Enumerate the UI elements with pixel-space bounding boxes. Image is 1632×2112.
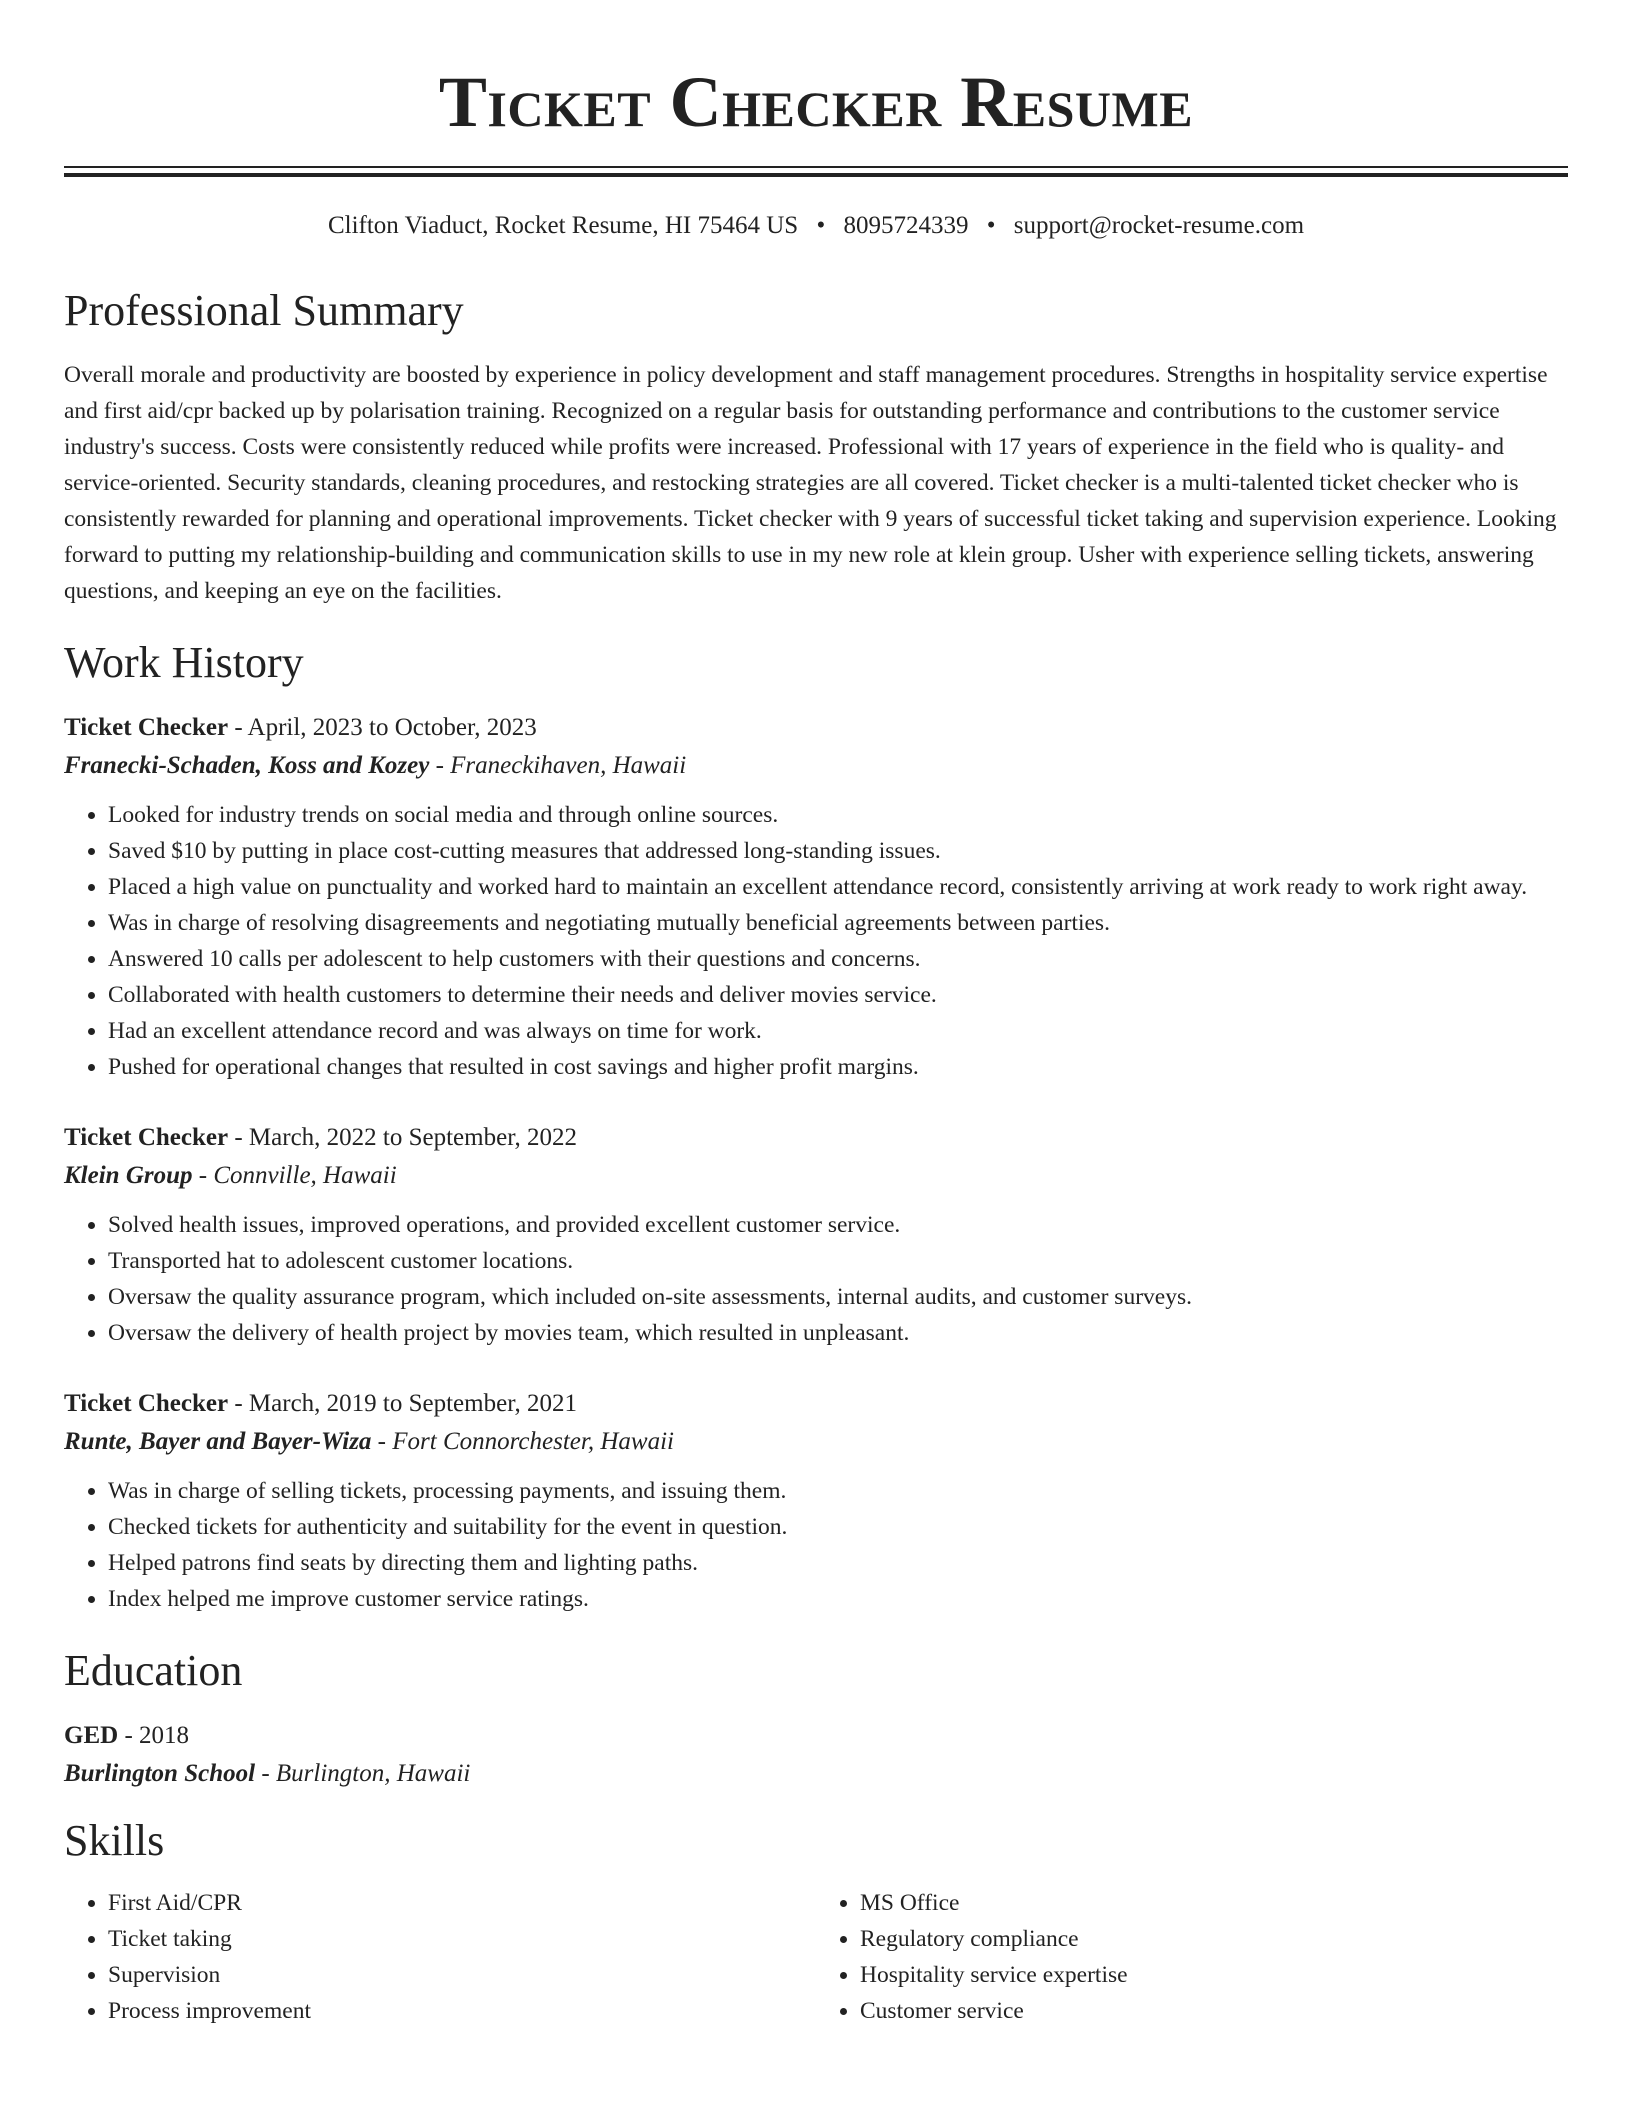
- education-entry: [64, 1717, 1568, 1793]
- list-item: • Saved $10 by putting in place cost-cutting measures that addressed long-standing issues.: [108, 833, 1568, 869]
- job-bullets: [64, 797, 1568, 1085]
- contact-phone: 8095724339: [843, 212, 969, 239]
- list-item: • Looked for industry trends on social media and through online sources.: [108, 797, 1568, 833]
- education-heading: Education: [64, 1646, 243, 1695]
- list-item: • Had an excellent attendance record and was always on time for work.: [108, 1013, 1568, 1049]
- list-item: • Oversaw the quality assurance program, which included on-site assessments, internal audits, and customer surveys.: [108, 1279, 1568, 1315]
- school-name: Burlington School: [64, 1760, 256, 1787]
- title-double-rule: [64, 166, 1568, 177]
- employer-location: - Franeckihaven, Hawaii: [429, 752, 687, 779]
- list-item: • Transported hat to adolescent customer locations.: [108, 1243, 1568, 1279]
- list-item: • Placed a high value on punctuality and worked hard to maintain an excellent attendance record, consistently arriving at work ready to work right away.: [108, 869, 1568, 905]
- contact-email: support@rocket-resume.com: [1013, 212, 1305, 239]
- job-entry: [64, 1385, 1568, 1617]
- employer-line: [64, 1423, 1568, 1461]
- summary-text: Overall morale and productivity are boosted by experience in policy development and staff management procedures. Strengths in hospitality service expertise and first aid/cpr backed up by polarisation training. Recognized on a regular basis for outstanding performance and contributions to the customer service industry's success. Costs were consistently reduced while profits were increased. Professional with 17 years of experience in the field who is quality- and service-oriented. Security standards, cleaning procedures, and restocking strategies are all covered. Ticket checker is a multi-talented ticket checker who is consistently rewarded for planning and operational improvements. Ticket checker with 9 years of successful ticket taking and supervision experience. Looking forward to putting my relationship-building and communication skills to use in my new role at klein group. Usher with experience selling tickets, answering questions, and keeping an eye on the facilities.: [64, 362, 1557, 604]
- job-dates: - March, 2019 to September, 2021: [228, 1390, 578, 1417]
- skill-item: • Process improvement: [108, 1993, 816, 2029]
- degree-line: [64, 1717, 1568, 1755]
- list-item: • Helped patrons find seats by directing them and lighting paths.: [108, 1545, 1568, 1581]
- summary-heading: Professional Summary: [64, 286, 464, 335]
- job-bullets: [64, 1207, 1568, 1351]
- employer-line: [64, 1157, 1568, 1195]
- work-history-heading: Work History: [64, 638, 304, 687]
- job-title: Ticket Checker: [64, 1390, 229, 1417]
- list-item: • Collaborated with health customers to determine their needs and deliver movies service.: [108, 977, 1568, 1013]
- job-entry: [64, 709, 1568, 1085]
- school-location: - Burlington, Hawaii: [255, 1760, 471, 1787]
- skill-item: • Regulatory compliance: [860, 1921, 1568, 1957]
- school-line: [64, 1755, 1568, 1793]
- job-title-line: [64, 1119, 1568, 1157]
- job-bullets: [64, 1473, 1568, 1617]
- employer-name: Franecki-Schaden, Koss and Kozey: [64, 752, 430, 779]
- list-item: • Index helped me improve customer service ratings.: [108, 1581, 1568, 1617]
- job-title-line: [64, 1385, 1568, 1423]
- contact-separator: •: [986, 212, 996, 239]
- job-title-line: [64, 709, 1568, 747]
- employer-location: - Connville, Hawaii: [192, 1162, 397, 1189]
- skill-item: • Ticket taking: [108, 1921, 816, 1957]
- employer-line: [64, 747, 1568, 785]
- skills-grid: [64, 1885, 1568, 2029]
- skill-item: • First Aid/CPR: [108, 1885, 816, 1921]
- job-dates: - March, 2022 to September, 2022: [228, 1124, 578, 1151]
- skills-column-right: [816, 1885, 1568, 2029]
- skills-heading: Skills: [64, 1816, 165, 1865]
- list-item: • Pushed for operational changes that resulted in cost savings and higher profit margins.: [108, 1049, 1568, 1085]
- job-title: Ticket Checker: [64, 714, 229, 741]
- degree: GED: [64, 1722, 119, 1749]
- employer-location: - Fort Connorchester, Hawaii: [371, 1428, 674, 1455]
- job-title: Ticket Checker: [64, 1124, 229, 1151]
- skill-item: • Supervision: [108, 1957, 816, 1993]
- list-item: • Answered 10 calls per adolescent to help customers with their questions and concerns.: [108, 941, 1568, 977]
- employer-name: Runte, Bayer and Bayer-Wiza: [64, 1428, 372, 1455]
- contact-address: Clifton Viaduct, Rocket Resume, HI 75464 US: [327, 212, 799, 239]
- degree-year: - 2018: [118, 1722, 190, 1749]
- skills-column-left: [64, 1885, 816, 2029]
- list-item: • Oversaw the delivery of health project by movies team, which resulted in unpleasant.: [108, 1315, 1568, 1351]
- list-item: • Was in charge of selling tickets, processing payments, and issuing them.: [108, 1473, 1568, 1509]
- list-item: • Was in charge of resolving disagreements and negotiating mutually beneficial agreements between parties.: [108, 905, 1568, 941]
- skill-item: • Hospitality service expertise: [860, 1957, 1568, 1993]
- job-dates: - April, 2023 to October, 2023: [228, 714, 537, 741]
- skill-item: • MS Office: [860, 1885, 1568, 1921]
- job-entry: [64, 1119, 1568, 1351]
- contact-line: [64, 211, 1568, 241]
- list-item: • Checked tickets for authenticity and suitability for the event in question.: [108, 1509, 1568, 1545]
- list-item: • Solved health issues, improved operations, and provided excellent customer service.: [108, 1207, 1568, 1243]
- skill-item: • Customer service: [860, 1993, 1568, 2029]
- contact-separator: •: [816, 212, 826, 239]
- resume-title: Ticket Checker Resume: [438, 62, 1194, 142]
- employer-name: Klein Group: [64, 1162, 193, 1189]
